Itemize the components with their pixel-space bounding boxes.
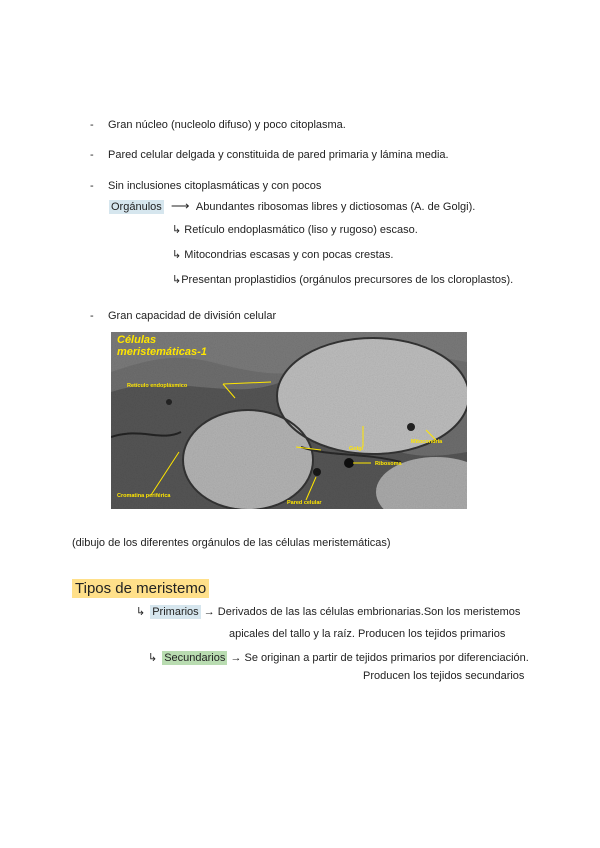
bullet-dash: -: [90, 310, 94, 322]
arrow-icon: →: [203, 606, 215, 618]
micrograph-title-1: Células: [117, 334, 157, 346]
bullet-division: Gran capacidad de división celular: [108, 310, 277, 322]
organulos-text: Abundantes ribosomas libres y dictiosomas (A. de Golgi).: [195, 201, 476, 213]
label-pared: Pared celular: [287, 500, 322, 506]
secundarios-label: Secundarios: [164, 652, 226, 664]
return-arrow-icon: ↳: [136, 606, 146, 618]
micrograph-title-2: meristemáticas-1: [117, 346, 207, 358]
bullet-pared: Pared celular delgada y constituida de pared primaria y lámina media.: [108, 149, 449, 161]
primarios-label: Primarios: [152, 606, 199, 618]
micrograph-caption: (dibujo de los diferentes orgánulos de las células meristemáticas): [72, 537, 391, 549]
bullet-dash: -: [90, 180, 94, 192]
secundarios-row: [148, 651, 529, 665]
return-arrow-icon: ↳: [172, 224, 182, 236]
organulos-label: Orgánulos: [111, 201, 162, 213]
secundarios-text-2: Producen los tejidos secundarios: [363, 670, 525, 682]
primarios-text: Derivados de las las células embrionarias.Son los meristemos: [217, 606, 521, 618]
section-title: Tipos de meristemo: [72, 580, 209, 598]
sub-item-reticulo: ↳ Retículo endoplasmático (liso y rugoso) escaso.: [172, 224, 418, 236]
bullet-dash: -: [90, 149, 94, 161]
bullet-nucleo: Gran núcleo (nucleolo difuso) y poco citoplasma.: [108, 119, 346, 131]
primarios-text-2: apicales del tallo y la raíz. Producen los tejidos primarios: [229, 628, 506, 640]
label-cromatina: Cromatina periférica: [117, 493, 171, 499]
arrow-icon: ⟶: [170, 198, 190, 213]
label-ribosoma: Ribosoma: [375, 461, 402, 467]
arrow-icon: →: [230, 652, 242, 664]
return-arrow-icon: ↳: [172, 249, 182, 261]
bullet-inclusiones: Sin inclusiones citoplasmáticas y con pocos: [108, 180, 322, 192]
label-mitocondria: Mitocondria: [411, 439, 443, 445]
bullet-dash: -: [90, 119, 94, 131]
return-arrow-icon: ↳: [172, 274, 182, 286]
sub-item-mitocondrias: ↳ Mitocondrias escasas y con pocas crestas.: [172, 249, 394, 261]
return-arrow-icon: ↳: [148, 652, 158, 664]
sub-item-proplastidios: ↳Presentan proplastidios (orgánulos precursores de los cloroplastos).: [172, 274, 514, 286]
micrograph-image: [111, 332, 467, 509]
primarios-row: [136, 605, 520, 619]
label-reticulo: Retículo endoplásmico: [127, 383, 188, 389]
label-golgi: Golgi: [349, 446, 364, 452]
organulos-row: [109, 199, 475, 214]
secundarios-text: Se originan a partir de tejidos primarios por diferenciación.: [244, 652, 529, 664]
